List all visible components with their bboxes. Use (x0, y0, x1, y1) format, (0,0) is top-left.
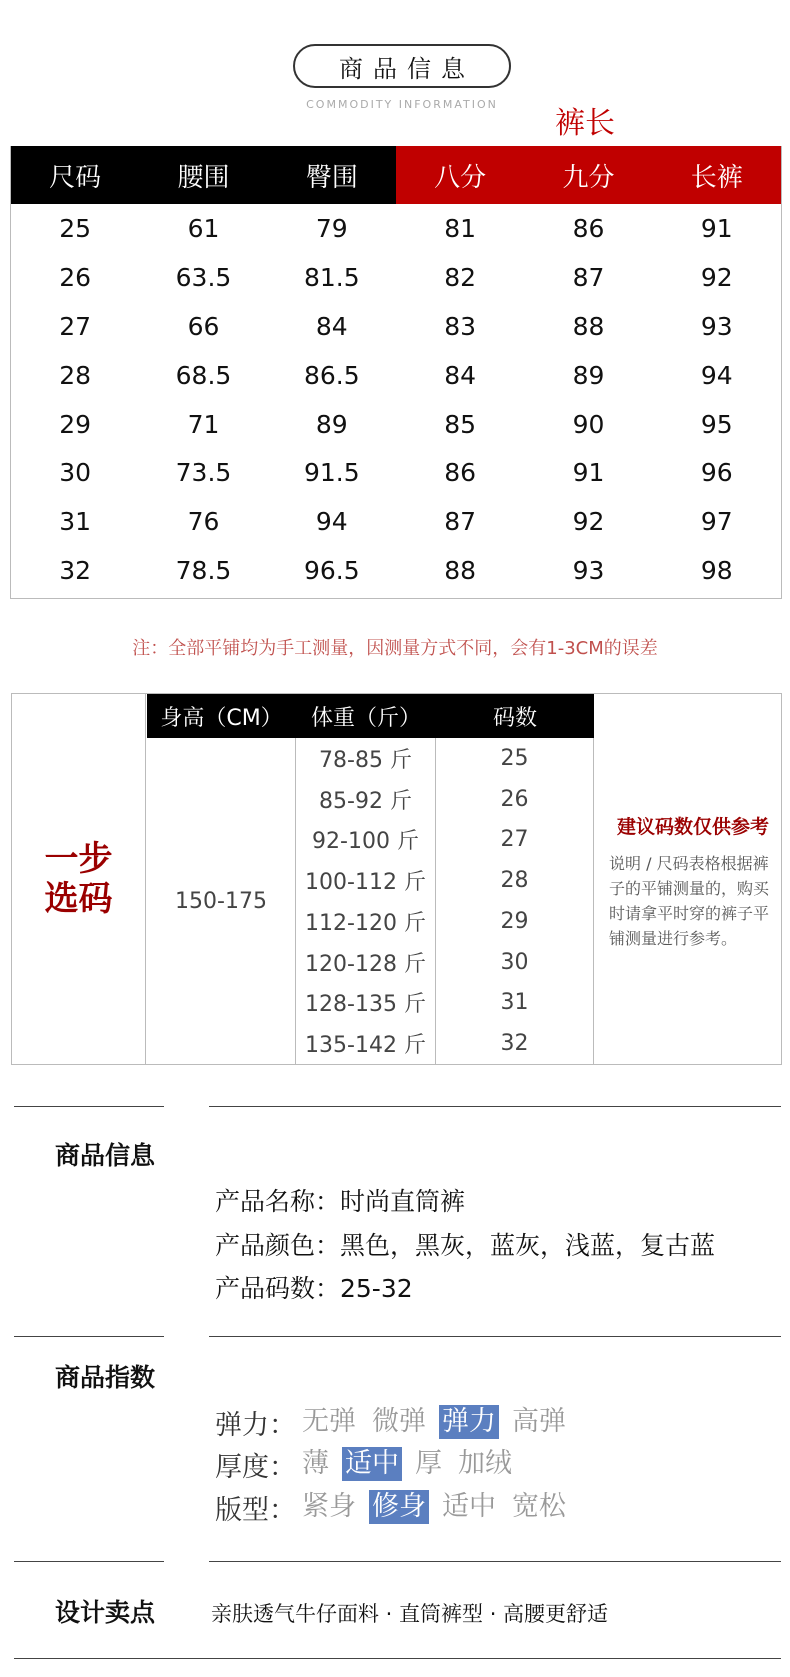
table-cell: 97 (700, 507, 733, 537)
product-sizes: 产品码数：25-32 (215, 1274, 413, 1303)
size-code-cell: 32 (500, 1031, 529, 1057)
size-guide-title-line2: 选码 (44, 879, 113, 919)
table-row (11, 448, 781, 497)
divider (14, 1658, 781, 1659)
header-weight: 体重（斤） (310, 705, 421, 731)
weight-column (296, 738, 436, 1064)
divider (14, 1336, 164, 1337)
table-cell: 90 (572, 409, 605, 439)
pants-length-label: 裤长 (555, 106, 615, 141)
divider (209, 1336, 781, 1337)
table-cell: 91.5 (303, 458, 360, 488)
table-cell: 30 (59, 458, 92, 488)
advice-box (609, 812, 777, 951)
table-cell: 78.5 (175, 556, 232, 586)
size-guide-title (12, 694, 146, 1064)
weight-cell: 112-120 斤 (305, 910, 426, 936)
size-table-body (11, 204, 781, 595)
table-cell: 89 (315, 409, 348, 439)
table-cell: 28 (59, 360, 92, 390)
table-cell: 26 (59, 262, 92, 292)
size-table-header (11, 146, 781, 204)
header-height: 身高（CM） (160, 705, 283, 731)
header-hip: 臀围 (268, 146, 396, 204)
table-cell: 61 (187, 213, 220, 243)
index-option: 薄 (302, 1448, 329, 1479)
table-cell: 88 (572, 311, 605, 341)
table-cell: 66 (187, 311, 220, 341)
table-cell: 93 (700, 311, 733, 341)
table-cell: 73.5 (175, 458, 232, 488)
table-cell: 94 (315, 507, 348, 537)
table-cell: 92 (572, 507, 605, 537)
weight-cell: 78-85 斤 (319, 747, 412, 773)
table-cell: 86.5 (303, 360, 360, 390)
table-cell: 95 (700, 409, 733, 439)
table-row (11, 351, 781, 400)
index-row (215, 1404, 579, 1440)
table-cell: 71 (187, 409, 220, 439)
table-cell: 88 (444, 556, 477, 586)
index-option: 适中 (442, 1491, 496, 1522)
table-cell: 94 (700, 360, 733, 390)
header-ankle: 九分 (524, 146, 652, 204)
size-table (10, 146, 782, 599)
weight-cell: 120-128 斤 (305, 951, 426, 977)
table-cell: 27 (59, 311, 92, 341)
index-option: 紧身 (302, 1491, 356, 1522)
product-colors: 产品颜色：黑色，黑灰，蓝灰，浅蓝，复古蓝 (215, 1231, 716, 1260)
table-cell: 87 (444, 507, 477, 537)
table-cell: 86 (572, 213, 605, 243)
header-size: 尺码 (11, 146, 139, 204)
table-cell: 91 (700, 213, 733, 243)
size-code-cell: 28 (500, 868, 529, 894)
divider (209, 1561, 781, 1562)
index-option: 无弹 (302, 1406, 356, 1437)
table-cell: 29 (59, 409, 92, 439)
size-code-cell: 27 (500, 827, 529, 853)
weight-cell: 100-112 斤 (305, 870, 426, 896)
index-label: 厚度： (215, 1451, 296, 1483)
commodity-subtitle: COMMODITY INFORMATION (306, 98, 498, 111)
table-row (11, 497, 781, 546)
weight-cell: 92-100 斤 (312, 829, 419, 855)
weight-cell: 128-135 斤 (305, 992, 426, 1018)
size-code-cell: 31 (500, 990, 529, 1016)
product-name: 产品名称：时尚直筒裤 (215, 1187, 466, 1216)
table-cell: 91 (572, 458, 605, 488)
height-range: 150-175 (147, 738, 296, 1064)
size-code-cell: 30 (500, 949, 529, 975)
table-cell: 79 (315, 213, 348, 243)
table-cell: 81.5 (303, 262, 360, 292)
advice-title: 建议码数仅供参考 (616, 816, 769, 838)
size-code-cell: 29 (500, 908, 529, 934)
size-code-cell: 25 (500, 745, 529, 771)
table-cell: 85 (444, 409, 477, 439)
table-cell: 83 (444, 311, 477, 341)
header-size-code: 码数 (492, 705, 537, 731)
index-option: 加绒 (458, 1448, 512, 1479)
index-option: 高弹 (512, 1406, 566, 1437)
table-cell: 96.5 (303, 556, 360, 586)
size-guide (11, 693, 782, 1065)
header-full: 长裤 (653, 146, 781, 204)
selling-points-title: 设计卖点 (55, 1598, 156, 1627)
table-cell: 92 (700, 262, 733, 292)
index-option: 厚 (415, 1448, 442, 1479)
table-row (11, 546, 781, 595)
index-option: 修身 (369, 1490, 429, 1524)
table-row (11, 204, 781, 253)
header-cropped: 八分 (396, 146, 524, 204)
measurement-note: 注：全部平铺均为手工测量，因测量方式不同，会有1-3CM的误差 (132, 638, 658, 659)
weight-cell: 85-92 斤 (319, 788, 412, 814)
table-row (11, 400, 781, 449)
table-cell: 25 (59, 213, 92, 243)
section-title-pill (293, 44, 511, 88)
table-cell: 98 (700, 556, 733, 586)
table-cell: 82 (444, 262, 477, 292)
table-cell: 84 (444, 360, 477, 390)
table-cell: 31 (59, 507, 92, 537)
table-row (11, 253, 781, 302)
index-option: 微弹 (372, 1406, 426, 1437)
weight-cell: 135-142 斤 (305, 1033, 426, 1059)
index-label: 弹力： (215, 1409, 296, 1441)
product-info-title: 商品信息 (55, 1141, 156, 1170)
divider (209, 1106, 781, 1107)
size-guide-header (147, 694, 594, 738)
index-option: 宽松 (512, 1491, 566, 1522)
selling-points-text: 亲肤透气牛仔面料 · 直筒裤型 · 高腰更舒适 (211, 1602, 609, 1626)
table-cell: 32 (59, 556, 92, 586)
size-code-column (436, 738, 594, 1064)
index-row (215, 1489, 579, 1525)
table-cell: 89 (572, 360, 605, 390)
table-cell: 76 (187, 507, 220, 537)
index-label: 版型： (215, 1494, 296, 1526)
header-waist: 腰围 (139, 146, 267, 204)
table-cell: 63.5 (175, 262, 232, 292)
table-cell: 68.5 (175, 360, 232, 390)
table-cell: 86 (444, 458, 477, 488)
table-cell: 87 (572, 262, 605, 292)
index-row (215, 1446, 525, 1482)
table-row (11, 302, 781, 351)
commodity-title: 商品信息 (339, 54, 475, 83)
divider (14, 1106, 164, 1107)
index-option: 弹力 (439, 1405, 499, 1439)
divider (14, 1561, 164, 1562)
index-option: 适中 (342, 1447, 402, 1481)
size-guide-title-line1: 一步 (44, 839, 113, 879)
advice-text: 说明 / 尺码表格根据裤子的平铺测量的，购买时请拿平时穿的裤子平铺测量进行参考。 (609, 854, 770, 948)
table-cell: 84 (315, 311, 348, 341)
table-cell: 96 (700, 458, 733, 488)
size-code-cell: 26 (500, 786, 529, 812)
product-index-title: 商品指数 (55, 1363, 156, 1392)
table-cell: 93 (572, 556, 605, 586)
table-cell: 81 (444, 213, 477, 243)
